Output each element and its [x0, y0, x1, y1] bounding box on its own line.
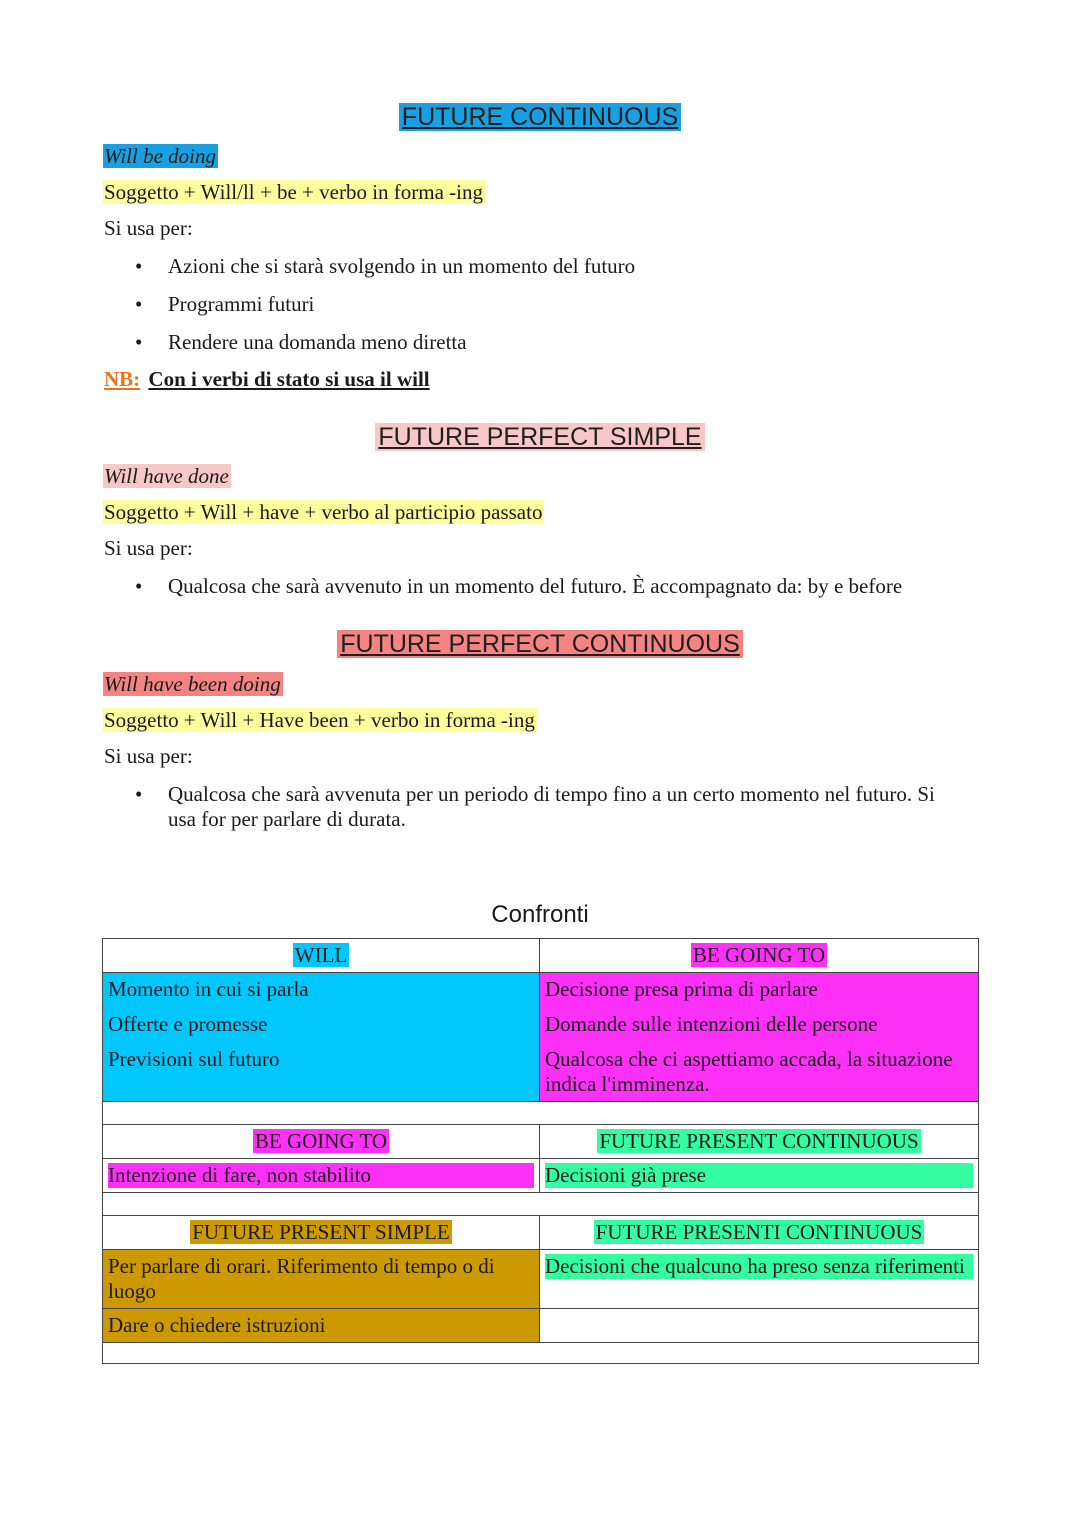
spacer-row [103, 1193, 979, 1216]
structure-future-continuous: Soggetto + Will/ll + be + verbo in forma -ing [104, 180, 483, 204]
structure-future-perfect-continuous: Soggetto + Will + Have been + verbo in forma -ing [104, 708, 535, 732]
bullet-marker: • [135, 254, 143, 278]
going-to-uses-cell [540, 973, 979, 1102]
present-continuous-decision-cell: Decisioni già prese [540, 1159, 979, 1193]
form-future-continuous: Will be doing [104, 144, 216, 168]
will-use-item: Offerte e promesse [108, 1012, 268, 1036]
use-item: Qualcosa che sarà avvenuta per un periodo di tempo fino a un certo momento nel futuro. Si usa for per parlare di durata. [168, 782, 935, 831]
use-item: Azioni che si starà svolgendo in un momento del futuro [168, 254, 636, 278]
structure-future-perfect-simple: Soggetto + Will + have + verbo al participio passato [104, 500, 543, 524]
bullet-marker: • [135, 292, 143, 316]
empty-cell [540, 1309, 979, 1343]
bullet-marker: • [135, 782, 143, 806]
nb-note [103, 366, 432, 392]
bullet-marker: • [135, 330, 143, 354]
will-uses-cell [103, 973, 540, 1102]
going-to-use-item: Qualcosa che ci aspettiamo accada, la situazione indica l'imminenza. [545, 1047, 953, 1096]
section-title-future-continuous: FUTURE CONTINUOUS [0, 102, 1080, 132]
use-item: Rendere una domanda meno diretta [168, 330, 467, 354]
going-to-use-item: Decisione presa prima di parlare [545, 977, 818, 1001]
form-future-perfect-continuous: Will have been doing [104, 672, 281, 696]
bullet-marker: • [135, 574, 143, 598]
section-title-future-perfect-simple: FUTURE PERFECT SIMPLE [0, 422, 1080, 452]
uses-label: Si usa per: [104, 744, 193, 768]
header-future-present-continuous: FUTURE PRESENT CONTINUOUS [540, 1125, 979, 1159]
spacer-row [103, 1102, 979, 1125]
present-simple-timetable-cell: Per parlare di orari. Riferimento di tempo o di luogo [103, 1250, 540, 1309]
spacer-row [103, 1343, 979, 1364]
nb-label: NB: [104, 367, 141, 391]
going-to-intention-cell: Intenzione di fare, non stabilito [103, 1159, 540, 1193]
section-title-future-perfect-continuous: FUTURE PERFECT CONTINUOUS [0, 629, 1080, 659]
comparison-title: Confronti [491, 901, 589, 928]
uses-label: Si usa per: [104, 216, 193, 240]
use-item: Qualcosa che sarà avvenuto in un momento del futuro. È accompagnato da: by e before [168, 574, 903, 598]
present-simple-instructions-cell: Dare o chiedere istruzioni [103, 1309, 540, 1343]
comparison-table [102, 938, 979, 1364]
use-item: Programmi futuri [168, 292, 315, 316]
going-to-use-item: Domande sulle intenzioni delle persone [545, 1012, 878, 1036]
header-be-going-to-2: BE GOING TO [103, 1125, 540, 1159]
header-future-presenti-continuous: FUTURE PRESENTI CONTINUOUS [540, 1216, 979, 1250]
will-use-item: Previsioni sul futuro [108, 1047, 280, 1071]
form-future-perfect-simple: Will have done [104, 464, 229, 488]
will-use-item: Momento in cui si parla [108, 977, 309, 1001]
header-be-going-to: BE GOING TO [540, 939, 979, 973]
header-future-present-simple: FUTURE PRESENT SIMPLE [103, 1216, 540, 1250]
presenti-continuous-decision-cell: Decisioni che qualcuno ha preso senza riferimenti [540, 1250, 979, 1309]
header-will: WILL [103, 939, 540, 973]
nb-text: Con i verbi di stato si usa il will [148, 367, 430, 391]
uses-label: Si usa per: [104, 536, 193, 560]
